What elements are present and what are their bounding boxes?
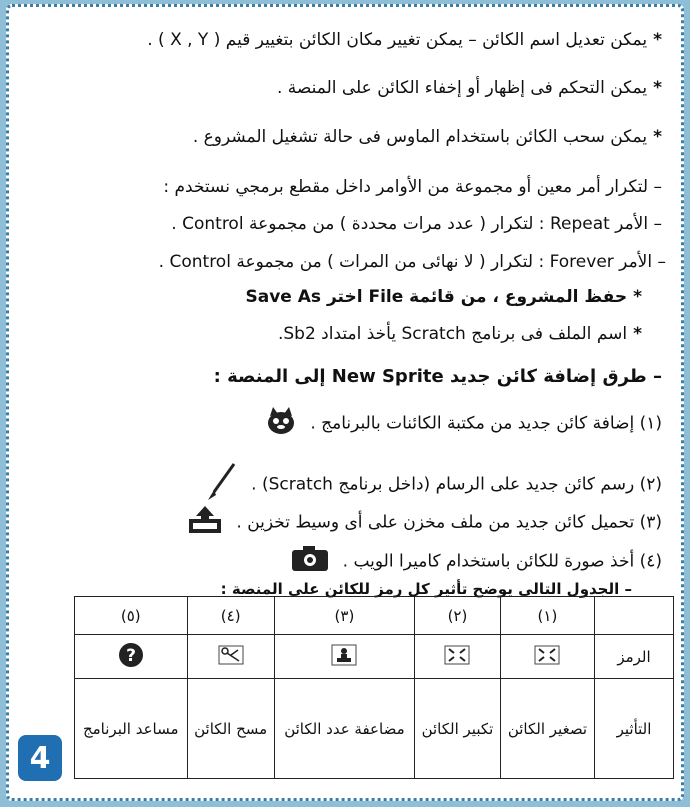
- bullet-line-3: *يمكن سحب الكائن باستخدام الماوس فى حالة تشغيل المشروع .: [192, 127, 662, 147]
- extension-line: *اسم الملف فى برنامج Scratch يأخذ امتداد Sb2.: [277, 324, 642, 344]
- forever-line: – الأمر Forever : لتكرار ( لا نهائى من المرات ) من مجموعة Control .: [158, 252, 666, 272]
- table-header-cell: [595, 597, 674, 635]
- save-line: *حفظ المشروع ، من قائمة File اختر Save As: [245, 287, 642, 307]
- effect-cell: مضاعفة عدد الكائن: [274, 679, 414, 779]
- table-header-cell: (٤): [187, 597, 274, 635]
- upload-folder-icon: [187, 505, 223, 540]
- paintbrush-icon: [204, 462, 238, 507]
- scissors-icon: [187, 635, 274, 679]
- sprite-heading: – طرق إضافة كائن جديد New Sprite إلى المنصة :: [213, 366, 662, 387]
- duplicate-stamp-icon: [274, 635, 414, 679]
- cat-library-icon: [265, 406, 297, 441]
- svg-text:?: ?: [125, 645, 136, 666]
- table-effect-row: [75, 679, 674, 779]
- method-3: (٣) تحميل كائن جديد من ملف مخزن على أى وسيط تخزين .: [187, 505, 662, 540]
- help-icon: [75, 635, 188, 679]
- table-header-cell: (٢): [415, 597, 501, 635]
- page-number-badge: 4: [18, 735, 62, 781]
- grow-icon: [415, 635, 501, 679]
- repeat-intro: – لتكرار أمر معين أو مجموعة من الأوامر داخل مقطع برمجي نستخدم :: [163, 177, 662, 197]
- table-symbol-row: [75, 635, 674, 679]
- effect-cell: مسح الكائن: [187, 679, 274, 779]
- table-header-cell: (١): [500, 597, 594, 635]
- effect-cell: مساعد البرنامج: [75, 679, 188, 779]
- bullet-line-1: *يمكن تعديل اسم الكائن – يمكن تغيير مكان الكائن بتغيير قيم ( X , Y ) .: [147, 30, 662, 50]
- method-1: (١) إضافة كائن جديد من مكتبة الكائنات بالبرنامج .: [265, 406, 662, 441]
- symbol-label: الرمز: [595, 635, 674, 679]
- table-intro: – الجدول التالى يوضح تأثير كل رمز للكائن على المنصة :: [220, 580, 632, 598]
- table-header-cell: (٥): [75, 597, 188, 635]
- effect-cell: تصغير الكائن: [500, 679, 594, 779]
- effect-label: التأثير: [595, 679, 674, 779]
- effect-cell: تكبير الكائن: [415, 679, 501, 779]
- camera-icon: [291, 546, 329, 577]
- method-2: (٢) رسم كائن جديد على الرسام (داخل برنامج Scratch) .: [204, 462, 662, 507]
- method-4: (٤) أخذ صورة للكائن باستخدام كاميرا الويب .: [291, 546, 662, 577]
- shrink-icon: [500, 635, 594, 679]
- repeat-line: – الأمر Repeat : لتكرار ( عدد مرات محددة ) من مجموعة Control .: [171, 214, 662, 234]
- table-header-row: [75, 597, 674, 635]
- table-header-cell: (٣): [274, 597, 414, 635]
- bullet-line-2: *يمكن التحكم فى إظهار أو إخفاء الكائن على المنصة .: [276, 78, 662, 98]
- effects-table: [74, 596, 674, 779]
